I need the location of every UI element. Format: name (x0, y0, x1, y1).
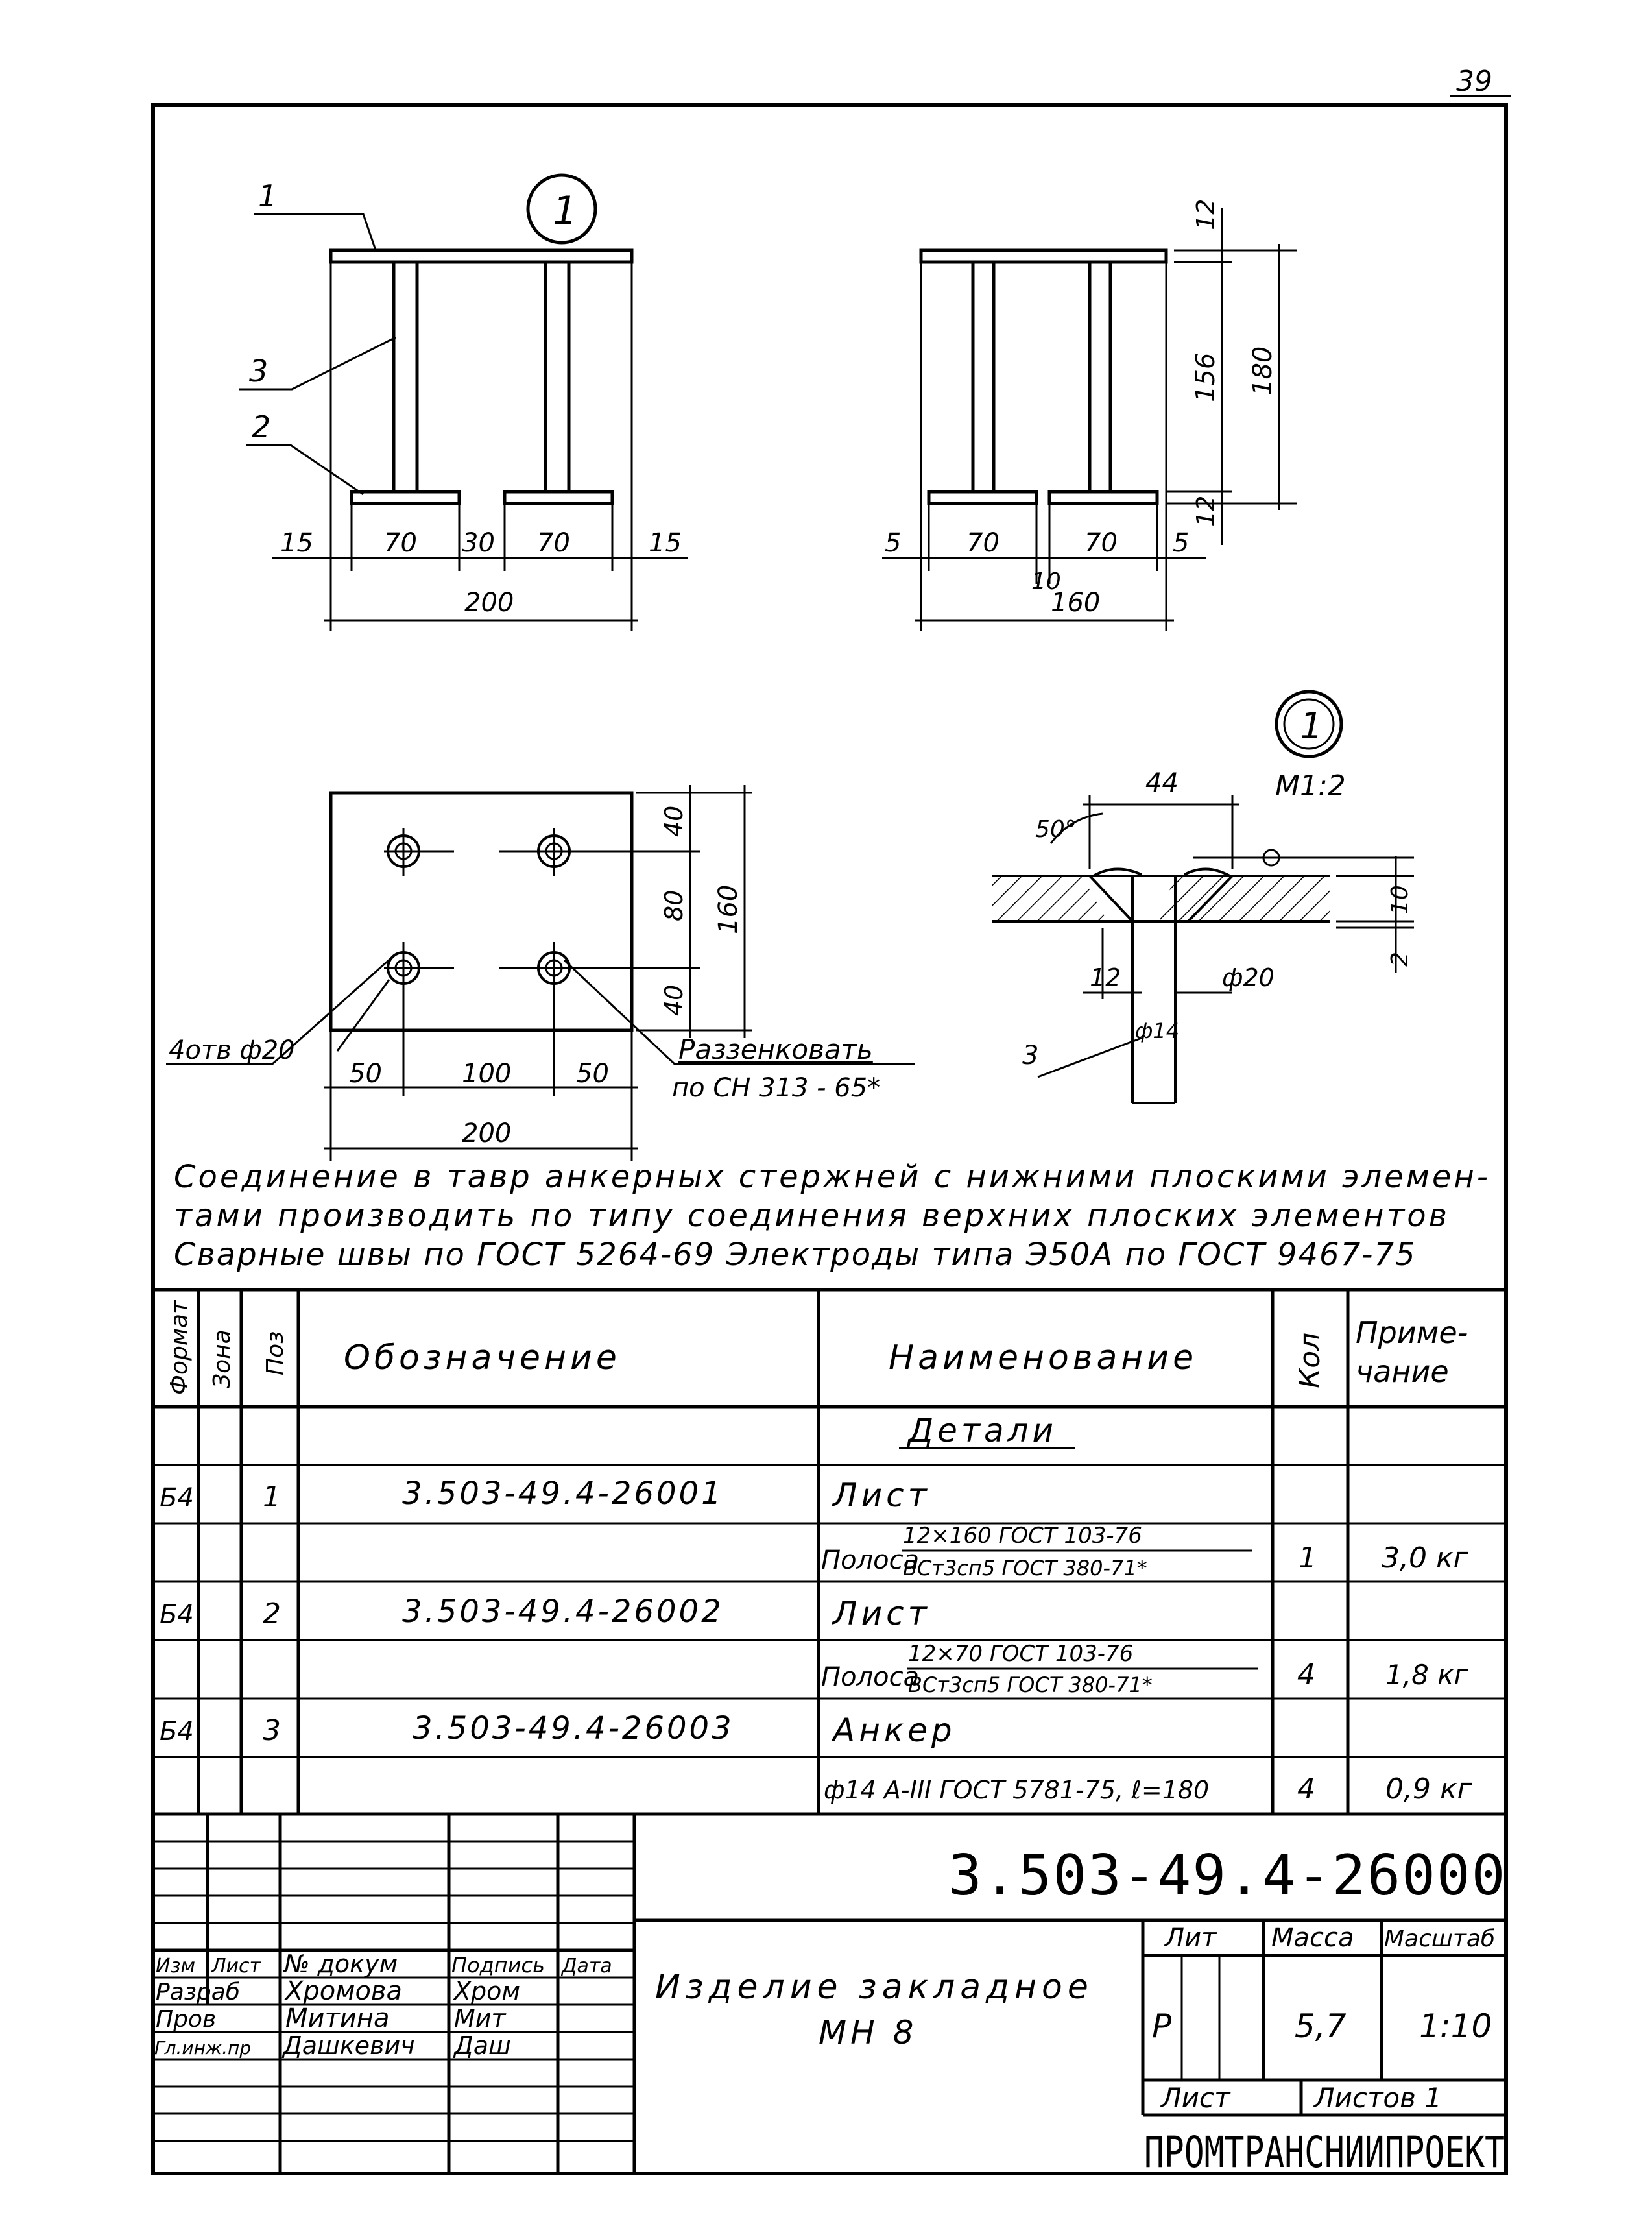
front-dim-30: 30 (462, 528, 495, 558)
row6-note: 0,9 кг (1385, 1772, 1472, 1806)
front-dim-70-right: 70 (537, 528, 570, 558)
plan-view (166, 785, 915, 1161)
row4-name: Полоса (821, 1662, 920, 1692)
header-note-2: чание (1356, 1354, 1449, 1389)
row1-name: Лист (833, 1477, 931, 1514)
detail-angle: 50° (1035, 816, 1077, 843)
note-line-1: Соединение в тавр анкерных стержней с нижними плоскими элемен- (174, 1159, 1491, 1195)
detail-dim-10: 10 (1387, 885, 1413, 915)
col-sheet: Лист (211, 1955, 261, 1978)
front-dim-15-left: 15 (280, 528, 313, 558)
header-designation: Обозначение (344, 1338, 621, 1377)
row4-note: 1,8 кг (1385, 1659, 1468, 1691)
row5-pos: 3 (263, 1714, 281, 1747)
row4-frac-top: 12×70 ГОСТ 103-76 (908, 1641, 1134, 1667)
side-dim-180: 180 (1248, 346, 1278, 396)
row3-name: Лист (833, 1595, 931, 1632)
leader-2 (246, 445, 363, 494)
page-number: 39 (1456, 65, 1492, 98)
lit-label: Лит (1165, 1923, 1217, 1953)
header-pos: Поз (262, 1331, 289, 1375)
side-dim-70-right: 70 (1084, 528, 1118, 558)
side-dim-156: 156 (1191, 352, 1221, 402)
front-dim-70-left: 70 (384, 528, 417, 558)
side-dim-5-left: 5 (885, 528, 902, 558)
row6-name: ф14 А-III ГОСТ 5781-75, ℓ=180 (824, 1776, 1210, 1804)
row3-pos: 2 (263, 1597, 281, 1630)
side-view (882, 199, 1297, 631)
row6-qty: 4 (1297, 1772, 1315, 1806)
row4-qty: 4 (1297, 1658, 1315, 1691)
holes-note: 4отв ф20 (169, 1035, 295, 1065)
top-plate (331, 250, 632, 262)
leader-3-label: 3 (249, 354, 269, 389)
scale-label: Масштаб (1384, 1926, 1496, 1952)
product-code: МН 8 (819, 2014, 918, 2051)
name-chief-engineer: Дашкевич (283, 2031, 415, 2060)
row2-frac-bottom: ВСт3сп5 ГОСТ 380-71* (903, 1556, 1147, 1580)
plan-dim-80: 80 (660, 889, 688, 921)
header-qty: Кол (1293, 1332, 1326, 1388)
signature-checker: Мит (454, 2004, 506, 2033)
header-note-1: Приме- (1356, 1315, 1468, 1350)
side-rod-left (973, 262, 994, 493)
row3-designation: 3.503-49.4-26002 (402, 1593, 724, 1630)
side-rod-right (1090, 262, 1110, 493)
front-dim-200: 200 (464, 588, 514, 618)
role-checker: Пров (156, 2006, 217, 2033)
side-dim-12-bottom: 12 (1191, 495, 1220, 527)
plan-plate (331, 793, 632, 1030)
row2-note: 3,0 кг (1382, 1542, 1468, 1575)
sheet-label: Лист (1161, 2082, 1230, 2114)
row2-qty: 1 (1299, 1542, 1317, 1575)
scale-value: 1:10 (1419, 2007, 1492, 2045)
detail-scale: М1:2 (1275, 769, 1346, 803)
note-line-3: Сварные швы по ГОСТ 5264-69 Электроды типа Э50А по ГОСТ 9467-75 (174, 1237, 1417, 1273)
title-block (153, 1814, 1506, 2177)
row4-frac-bottom: ВСт3сп5 ГОСТ 380-71* (908, 1673, 1153, 1697)
col-signature: Подпись (451, 1953, 545, 1978)
row5-name: Анкер (833, 1712, 956, 1749)
side-bottom-plate-left (929, 492, 1036, 503)
section-details: Детали (908, 1412, 1058, 1449)
signature-developer: Хром (454, 1977, 521, 2005)
side-dim-160: 160 (1051, 588, 1101, 618)
row1-designation: 3.503-49.4-26001 (402, 1475, 724, 1512)
organization-name: ПРОМТРАНСНИИПРОЕКТ (1144, 2127, 1505, 2177)
role-developer: Разраб (156, 1979, 241, 2005)
mass-label: Масса (1271, 1923, 1354, 1953)
plan-dim-40-top: 40 (660, 805, 688, 837)
plan-dim-50-right: 50 (576, 1059, 609, 1089)
signature-chief-engineer: Даш (454, 2031, 511, 2060)
col-docnum: № докум (284, 1950, 398, 1978)
spec-table (153, 1290, 1506, 1814)
mass-value: 5,7 (1295, 2007, 1347, 2045)
countersink-standard: по СН 313 - 65* (672, 1073, 881, 1103)
note-line-2: тами производить по типу соединения верхних плоских элементов (174, 1198, 1450, 1234)
front-view (239, 175, 688, 631)
side-dim-10: 10 (1031, 568, 1061, 595)
leader-1 (254, 214, 376, 252)
header-name: Наименование (889, 1338, 1198, 1377)
row1-pos: 1 (263, 1481, 281, 1514)
leader-1-label: 1 (258, 178, 278, 213)
anchor-rod-right (545, 262, 569, 493)
name-checker: Митина (285, 2003, 390, 2033)
detail-hole: ф20 (1222, 963, 1275, 992)
leader-2-label: 2 (252, 409, 271, 444)
header-zone: Зона (209, 1329, 235, 1388)
side-dim-5-right: 5 (1173, 528, 1190, 558)
lit-value: Р (1152, 2007, 1172, 2045)
row5-format: Б4 (160, 1717, 194, 1747)
row2-frac-top: 12×160 ГОСТ 103-76 (903, 1523, 1142, 1549)
anchor-rod-left (394, 262, 417, 493)
col-date: Дата (562, 1955, 612, 1978)
side-dim-12-top: 12 (1191, 199, 1220, 230)
col-change: Изм (156, 1955, 196, 1978)
plan-dim-100: 100 (462, 1059, 512, 1089)
plan-dim-40-bottom: 40 (660, 984, 688, 1016)
detail-dim-12: 12 (1090, 963, 1121, 992)
plan-dim-200: 200 (462, 1119, 512, 1148)
weld-detail (992, 692, 1414, 1103)
row3-format: Б4 (160, 1600, 194, 1630)
product-title: Изделие закладное (655, 1968, 1094, 2007)
header-format: Формат (166, 1300, 193, 1395)
plan-dim-160: 160 (713, 884, 743, 934)
detail-dim-2: 2 (1387, 952, 1413, 967)
side-bottom-plate-right (1049, 492, 1157, 503)
side-top-plate (921, 250, 1166, 262)
detail-leader-3: 3 (1022, 1041, 1039, 1071)
countersink-note: Раззенковать (678, 1034, 873, 1065)
row2-name: Полоса (821, 1545, 920, 1575)
detail-callout-label: 1 (1300, 705, 1323, 747)
section-callout-label: 1 (553, 188, 578, 234)
front-dim-15-right: 15 (649, 528, 682, 558)
detail-dim-44: 44 (1145, 768, 1179, 798)
bottom-plate-right (505, 492, 612, 503)
name-developer: Хромова (285, 1976, 402, 2006)
bottom-plate-left (352, 492, 459, 503)
side-dim-70-left: 70 (966, 528, 1000, 558)
doc-number: 3.503-49.4-26000 (948, 1843, 1507, 1908)
detail-rod: ф14 (1135, 1019, 1180, 1043)
row5-designation: 3.503-49.4-26003 (413, 1710, 734, 1747)
row1-format: Б4 (160, 1483, 194, 1513)
plan-dim-50-left: 50 (349, 1059, 382, 1089)
role-chief-engineer: Гл.инж.пр (154, 2037, 252, 2059)
sheets-label: Листов 1 (1314, 2082, 1442, 2114)
